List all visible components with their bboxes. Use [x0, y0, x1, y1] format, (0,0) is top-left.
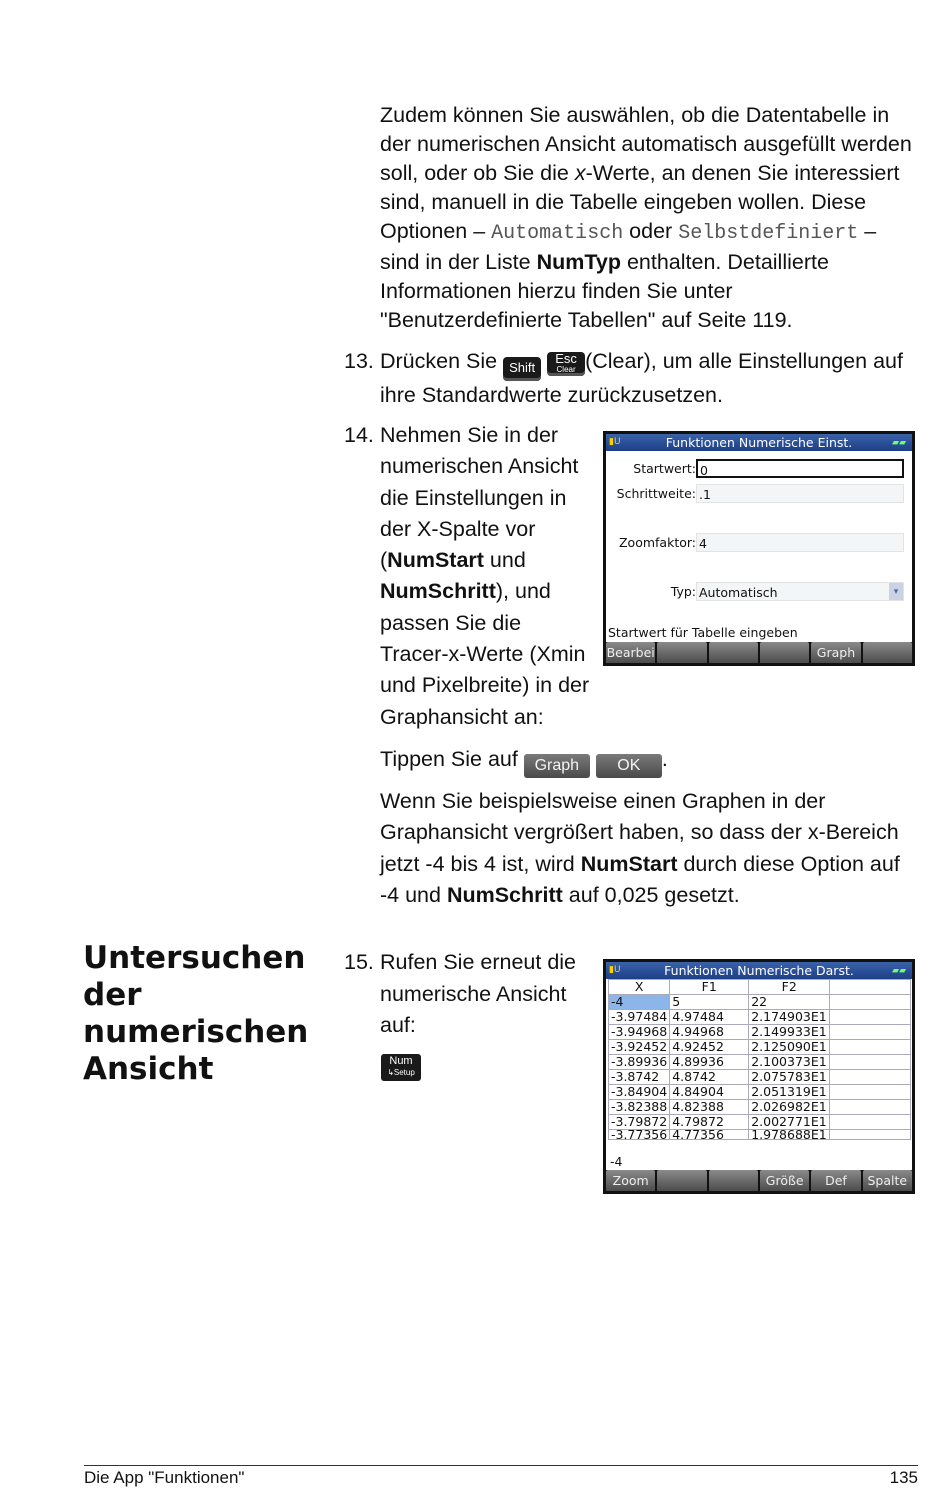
shift-key-icon: Shift	[503, 357, 541, 381]
table-cell[interactable]: -3.82388	[609, 1100, 670, 1115]
menu-empty-2[interactable]	[709, 1170, 758, 1191]
table-cell[interactable]	[830, 995, 911, 1010]
status-icon: ▮U	[609, 965, 621, 975]
col-header-x[interactable]: X	[609, 980, 670, 995]
section-heading: Untersuchen der numerischen Ansicht	[83, 940, 309, 1087]
table-cell[interactable]: 4.84904	[670, 1085, 749, 1100]
calculator-screen-num-view	[603, 959, 915, 1194]
table-cell[interactable]: -3.89936	[609, 1055, 670, 1070]
table-row	[609, 1115, 911, 1130]
step-number: 14.	[344, 423, 374, 447]
field-startwert[interactable]: 0	[696, 459, 904, 478]
table-row	[609, 1055, 911, 1070]
table-cell[interactable]: 22	[749, 995, 830, 1010]
option-automatisch: Automatisch	[491, 222, 624, 245]
table-cell[interactable]: -3.94968	[609, 1025, 670, 1040]
table-cell[interactable]: -4	[609, 995, 670, 1010]
table-cell[interactable]: -3.79872	[609, 1115, 670, 1130]
table-cell[interactable]	[830, 1070, 911, 1085]
calculator-screen-num-setup	[603, 431, 915, 666]
numtyp-term: NumTyp	[536, 250, 621, 274]
col-header-f2[interactable]: F2	[749, 980, 830, 995]
ok-softkey: OK	[596, 754, 662, 778]
table-cell[interactable]: 4.77356	[670, 1130, 749, 1140]
step-13: 13. Drücken Sie Shift Esc Clear (Clear), um alle Einstellungen auf ihre Standardwerte zurückzusetzen.	[344, 349, 903, 407]
table-cell[interactable]: -3.97484	[609, 1010, 670, 1025]
screen-menubar	[606, 642, 912, 663]
table-cell[interactable]	[830, 1100, 911, 1115]
menu-empty-1[interactable]	[657, 1170, 706, 1191]
table-cell[interactable]: 4.8742	[670, 1070, 749, 1085]
table-cell[interactable]	[830, 1025, 911, 1040]
footer-chapter: Die App "Funktionen"	[84, 1468, 245, 1487]
field-label-typ: Typ:	[670, 584, 696, 599]
table-cell[interactable]	[830, 1055, 911, 1070]
table-cell[interactable]: 2.174903E1	[749, 1010, 830, 1025]
select-typ[interactable]: Automatisch ▾	[696, 582, 904, 601]
col-header-empty[interactable]	[830, 980, 911, 995]
table-row	[609, 1070, 911, 1085]
option-selbstdefiniert: Selbstdefiniert	[678, 222, 859, 245]
table-cell[interactable]: 2.149933E1	[749, 1025, 830, 1040]
graph-softkey: Graph	[524, 754, 590, 778]
table-cell[interactable]: -3.8742	[609, 1070, 670, 1085]
entry-line[interactable]: -4	[610, 1154, 623, 1169]
status-icon: ▮U	[609, 437, 621, 447]
table-row	[609, 1010, 911, 1025]
menu-empty-1[interactable]	[657, 642, 706, 663]
table-cell[interactable]: 4.97484	[670, 1010, 749, 1025]
table-cell[interactable]	[830, 1085, 911, 1100]
esc-clear-key-icon: Esc Clear	[547, 352, 585, 376]
footer-rule	[84, 1465, 918, 1466]
x-italic: x	[574, 161, 586, 185]
table-cell[interactable]: 5	[670, 995, 749, 1010]
table-cell[interactable]: 4.89936	[670, 1055, 749, 1070]
field-label-startwert: Startwert:	[633, 461, 696, 476]
screen-titlebar: ▮U Funktionen Numerische Einst. ▰▰	[606, 434, 912, 451]
table-row	[609, 1100, 911, 1115]
table-cell[interactable]: 4.79872	[670, 1115, 749, 1130]
menu-def[interactable]: Def	[811, 1170, 860, 1191]
field-label-schrittweite: Schrittweite:	[616, 486, 696, 501]
example-paragraph: Wenn Sie beispielsweise einen Graphen in der Graphansicht vergrößert haben, so dass der x-Bereich jetzt -4 bis 4 ist, wird NumStart durch diese Option auf -4 und NumSchritt auf 0,025 gesetzt.	[380, 789, 900, 907]
menu-empty-3[interactable]	[760, 642, 809, 663]
table-cell[interactable]: 2.075783E1	[749, 1070, 830, 1085]
table-cell[interactable]: 1.978688E1	[749, 1130, 830, 1140]
intro-paragraph: Zudem können Sie auswählen, ob die Datentabelle in der numerischen Ansicht automatisch ausgefüllt werden soll, oder ob Sie die x-Werte, an denen Sie interessiert sind, manuell in die Tabelle eingeben wollen. Diese Optionen – Automatisch oder Selbstdefiniert – sind in der Liste NumTyp enthalten. Detaillierte Informationen hierzu finden Sie unter "Benutzerdefinierte Tabellen" auf Seite 119.	[380, 103, 912, 332]
table-cell[interactable]: 2.100373E1	[749, 1055, 830, 1070]
step-14: 14. Nehmen Sie in der numerischen Ansicht die Einstellungen in der X-Spalte vor (NumStart und NumSchritt), und passen Sie die Tracer-x-Werte (Xmin und Pixelbreite) in der Graphansicht an:	[380, 420, 595, 733]
screen-titlebar: ▮U Funktionen Numerische Darst. ▰▰	[606, 962, 912, 979]
menu-zoom[interactable]: Zoom	[606, 1170, 655, 1191]
menu-bearbei[interactable]: Bearbei	[606, 642, 655, 663]
table-cell[interactable]: -3.92452	[609, 1040, 670, 1055]
tap-instruction: Tippen Sie auf Graph OK .	[380, 745, 920, 778]
table-cell[interactable]	[830, 1115, 911, 1130]
num-setup-key-icon: Num ↳Setup	[381, 1054, 421, 1081]
menu-groesse[interactable]: Größe	[760, 1170, 809, 1191]
table-cell[interactable]: 2.002771E1	[749, 1115, 830, 1130]
table-cell[interactable]: -3.84904	[609, 1085, 670, 1100]
table-cell[interactable]: 4.82388	[670, 1100, 749, 1115]
table-row	[609, 1040, 911, 1055]
field-zoomfaktor[interactable]: 4	[696, 533, 904, 552]
step-number: 13.	[344, 349, 374, 373]
step-15: 15. Rufen Sie erneut die numerische Ansicht auf:	[380, 947, 595, 1042]
table-row	[609, 1085, 911, 1100]
table-cell[interactable]: -3.77356	[609, 1130, 670, 1140]
table-cell[interactable]	[830, 1040, 911, 1055]
menu-empty-5[interactable]	[863, 642, 912, 663]
table-cell[interactable]: 2.125090E1	[749, 1040, 830, 1055]
table-row	[609, 995, 911, 1010]
table-cell[interactable]: 4.92452	[670, 1040, 749, 1055]
menu-empty-2[interactable]	[709, 642, 758, 663]
menu-spalte[interactable]: Spalte	[863, 1170, 912, 1191]
battery-icon: ▰▰	[892, 966, 906, 976]
screen-menubar	[606, 1170, 912, 1191]
table-cell[interactable]	[830, 1010, 911, 1025]
table-row	[609, 1025, 911, 1040]
battery-icon: ▰▰	[892, 438, 906, 448]
menu-graph[interactable]: Graph	[811, 642, 860, 663]
table-cell[interactable]: 2.051319E1	[749, 1085, 830, 1100]
page-number: 135	[889, 1468, 918, 1487]
chevron-down-icon: ▾	[889, 583, 903, 600]
table-cell[interactable]	[830, 1130, 911, 1140]
screen-hint: Startwert für Tabelle eingeben	[608, 625, 798, 640]
field-label-zoomfaktor: Zoomfaktor:	[618, 535, 696, 550]
values-table	[608, 979, 911, 1140]
table-cell[interactable]: 2.026982E1	[749, 1100, 830, 1115]
table-row	[609, 1130, 911, 1140]
field-schrittweite[interactable]: .1	[696, 484, 904, 503]
table-cell[interactable]: 4.94968	[670, 1025, 749, 1040]
col-header-f1[interactable]: F1	[670, 980, 749, 995]
step-number: 15.	[344, 950, 374, 974]
